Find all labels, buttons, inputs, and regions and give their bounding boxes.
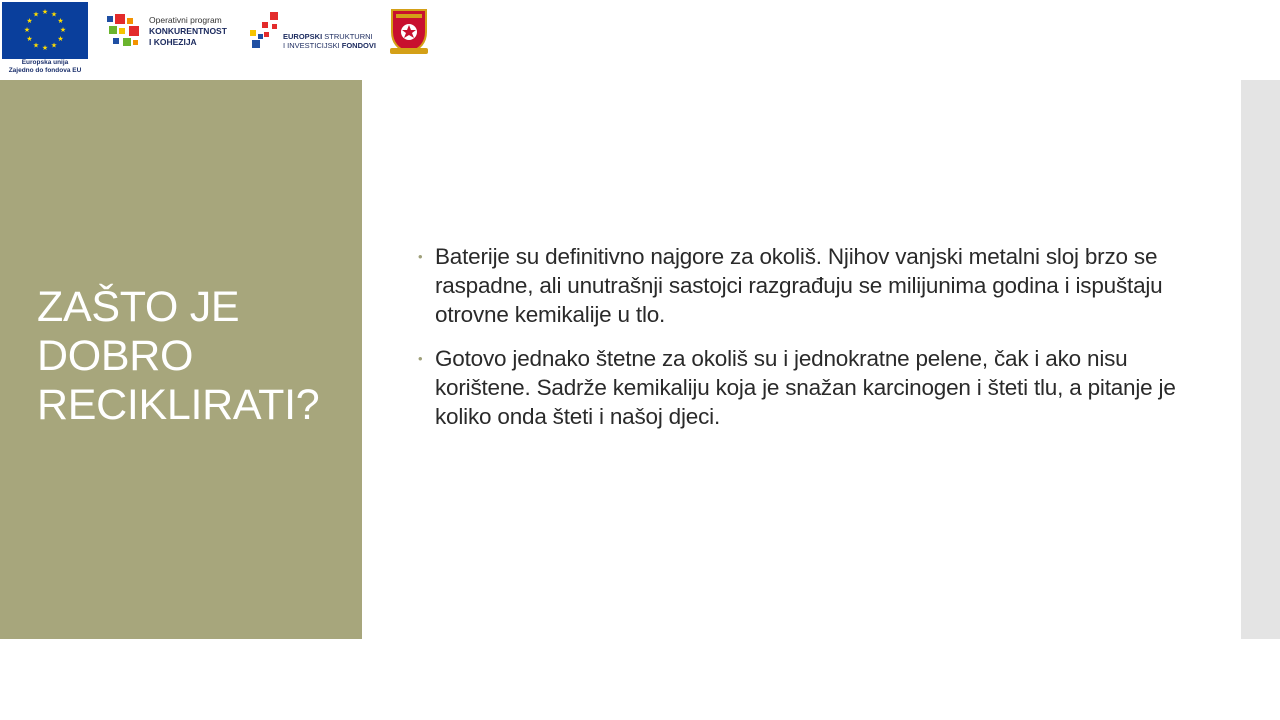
bullet-item: [418, 242, 1188, 329]
esi-fondovi-logo-icon: [248, 12, 284, 52]
right-accent-bar: [1241, 80, 1280, 639]
op-konkurentnost-logo-icon: [107, 14, 141, 48]
op-line: KONKURENTNOST: [149, 26, 227, 36]
esi-line: [283, 41, 376, 50]
esi-line: [283, 32, 376, 41]
svg-text:★: ★: [41, 44, 49, 52]
esi-bold: FONDOVI: [341, 41, 376, 50]
bullet-text: Gotovo jednako štetne za okoliš su i jednokratne pelene, čak i ako nisu korištene. Sadrže kemikaliju koja je snažan karcinogen i šteti tlu, a pitanje je koliko onda šteti i našoj djeci.: [435, 346, 1176, 429]
svg-text:★: ★: [26, 35, 33, 43]
eu-caption: [0, 59, 90, 75]
svg-text:★: ★: [57, 35, 64, 43]
slide-title-line: DOBRO: [37, 332, 194, 380]
esi-fondovi-text: [283, 32, 376, 50]
slide-title-line: ZAŠTO JE: [37, 283, 240, 331]
slide-title-line: RECIKLIRATI?: [37, 381, 320, 429]
slide-title: [37, 283, 337, 430]
eu-caption-line: Zajedno do fondova EU: [8, 67, 82, 74]
bullet-item: [418, 344, 1188, 431]
op-line: I KOHEZIJA: [149, 37, 197, 47]
op-konkurentnost-text: [149, 15, 227, 48]
bullet-marker-icon: •: [418, 249, 423, 264]
esi-bold: EUROPSKI: [283, 32, 323, 41]
eu-caption-line: Europska unija: [21, 59, 69, 66]
svg-text:★: ★: [32, 10, 40, 19]
op-line: Operativni program: [149, 15, 222, 25]
svg-text:★: ★: [50, 10, 58, 19]
eu-flag-icon: [2, 2, 88, 59]
bullet-marker-icon: •: [418, 351, 423, 366]
svg-text:★: ★: [23, 26, 31, 34]
svg-text:★: ★: [26, 17, 33, 25]
bullet-list: [418, 242, 1188, 446]
svg-text:★: ★: [57, 17, 64, 25]
bullet-text: Baterije su definitivno najgore za okoliš. Njihov vanjski metalni sloj brzo se raspadne, ali unutrašnji sastojci razgrađuju se milijunima godina i ispuštaju otrovne kemikalije u tlo.: [435, 244, 1163, 327]
logo-bar: [0, 0, 434, 80]
esi-rest: STRUKTURNI: [322, 32, 373, 41]
svg-text:★: ★: [50, 41, 58, 50]
svg-text:★: ★: [59, 26, 67, 34]
coat-of-arms-icon: [386, 6, 432, 56]
svg-text:★: ★: [41, 8, 49, 16]
svg-text:★: ★: [32, 41, 40, 50]
esi-rest: I INVESTICIJSKI: [283, 41, 342, 50]
